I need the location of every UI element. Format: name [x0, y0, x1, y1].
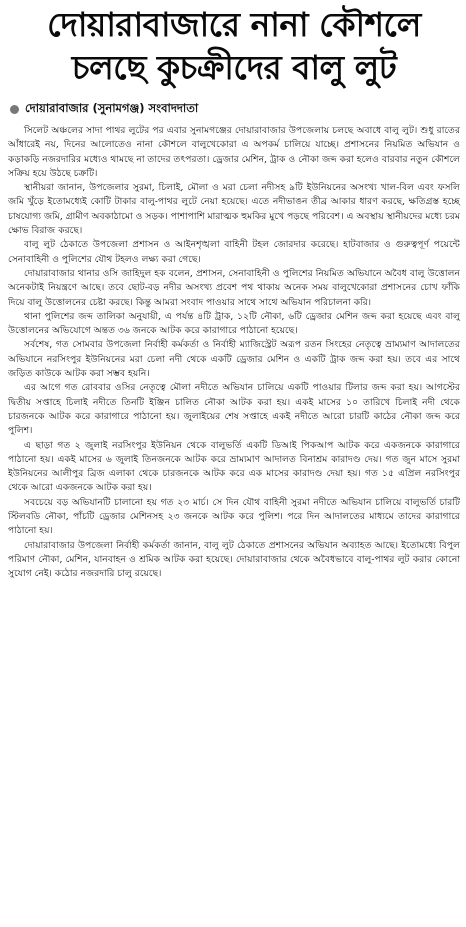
article-body [8, 124, 460, 582]
paragraph-1: সিলেট অঞ্চলের সাদা পাথর লুটের পর এবার সুনামগঞ্জের দোয়ারাবাজার উপজেলায় চলছে অবাধে বালু লুট। শুধু রাতের আঁধারেই নয়, দিনের আলোতেও নানা কৌশলে বালুখেকোরা এ অপকর্ম চালিয়ে যাচ্ছে। প্রশাসনের নিয়মিত অভিযান ও কড়াকড়ি নজরদারির মধ্যেও থামছে না তাদের তৎপরতা। ড্রেজার মেশিন, ট্রাক ও নৌকা জব্দ করা হলেও বারবার নতুন কৌশলে সক্রিয় হয়ে উঠছে চক্রটি। [8, 125, 460, 179]
paragraph-10: দোয়ারাবাজার উপজেলা নির্বাহী কর্মকর্তা জানান, বালু লুট ঠেকাতে প্রশাসনের অভিযান অব্যাহত আছে। ইতোমধ্যে বিপুল পরিমাণ নৌকা, মেশিন, যানবাহন ও শ্রমিক আটক করা হয়েছে। দোয়ারাবাজার থেকে অবৈধভাবে বালু-পাথর লুট করার কোনো সুযোগ নেই। কঠোর নজরদারি চালু রয়েছে। [8, 539, 460, 580]
headline-line-2: চলছে কুচক্রীদের বালু লুট [71, 48, 397, 87]
paragraph-7: এর আগে গত রোববার ওসির নেতৃত্বে মৌলা নদীতে অভিযান চালিয়ে একটি পাওয়ার টিলার জব্দ করা হয়। আগস্টের দ্বিতীয় সপ্তাহে চিলাই নদীতে তিনটি ইঞ্জিন চালিত নৌকা আটক করা হয়। একই মাসের ১০ তারিখে চিলাই নদী থেকে চারজনকে আটক করে কারাগারে পাঠানো হয়। জুলাইয়ের শেষ সপ্তাহে একই নদীতে আরো চারটি কাঠের নৌকা জব্দ করে পুলিশ। [8, 382, 460, 437]
headline [8, 4, 460, 90]
paragraph-4: দোয়ারাবাজার থানার ওসি জাহিদুল হক বলেন, প্রশাসন, সেনাবাহিনী ও পুলিশের নিয়মিত অভিযানে অবৈধ বালু উত্তোলন অনেকটাই নিয়ন্ত্রণে আছে। তবে ছোট-বড় নদীর অসংখ্য প্রবেশ পথ থাকায় অনেক সময় বালুখেকোরা প্রশাসনের চোখ ফাঁকি দিয়ে বালু উত্তোলনের চেষ্টা করছে। কিন্তু আমরা সংবাদ পাওয়ার সাথে সাথে অভিযান পরিচালনা করি। [8, 267, 460, 308]
byline-text: দোয়ারাবাজার (সুনামগঞ্জ) সংবাদদাতা [25, 101, 199, 115]
paragraph-5: থানা পুলিশের জব্দ তালিকা অনুযায়ী, এ পর্যন্ত ৪টি ট্রাক, ১২টি নৌকা, ৬টি ড্রেজার মেশিন জব্দ করা হয়েছে এবং বালু উত্তোলনের অভিযোগে অন্তত ৩৬ জনকে আটক করে কারাগারে পাঠানো হয়েছে। [8, 310, 460, 337]
paragraph-6: সর্বশেষ, গত সোমবার উপজেলা নির্বাহী কর্মকর্তা ও নির্বাহী ম্যাজিস্ট্রেট অরূপ রতন সিংহের নেতৃত্বে ভ্রাম্যমাণ আদালতের অভিযানে নরসিংপুর ইউনিয়নের মরা চেলা নদী থেকে একটি ড্রেজার মেশিন ও একটি ট্রাক জব্দ করা হয়। তবে এর সাথে জড়িত কাউকে আটক করা সম্ভব হয়নি। [8, 339, 460, 380]
paragraph-9: সবচেয়ে বড় অভিযানটি চালানো হয় গত ২৩ মার্চ। সে দিন যৌথ বাহিনী সুরমা নদীতে অভিযান চালিয়ে বালুভর্তি চারটি স্টিলবডি নৌকা, পাঁচটি ড্রেজার মেশিনসহ ২৩ জনকে আটক করে পুলিশ। পরে দিন আদালতের মাধ্যমে তাদের কারাগারে পাঠানো হয়। [8, 496, 460, 537]
byline [8, 100, 460, 119]
paragraph-2: স্থানীয়রা জানান, উপজেলার সুরমা, চিলাই, মৌলা ও মরা চেলা নদীসহ ৯টি ইউনিয়নের অসংখ্য খাল-বিল এবং ফসলি জমি খুঁড়ে ইতোমধ্যেই কোটি টাকার বালু-পাথর লুটে নেয়া হয়েছে। এতে নদীভাঙন তীব্র আকার ধারণ করছে, ক্ষতিগ্রস্ত হচ্ছে চাষযোগ্য জমি, গ্রামীণ অবকাঠামো ও সড়ক। পাশাপাশি মারাত্মক হুমকির মুখে পড়ছে পরিবেশ। এ অবস্থায় স্থানীয়দের মধ্যে চরম ক্ষোভ বিরাজ করছে। [8, 182, 460, 237]
paragraph-8: এ ছাড়া গত ২ জুলাই নরসিংপুর ইউনিয়ন থেকে বালুভর্তি একটি ডিআই পিকআপ আটক করে একজনকে কারাগারে পাঠানো হয়। একই মাসের ৬ জুলাই তিনজনকে আটক করে ভ্রাম্যমাণ আদালত বিনাশ্রম কারাদণ্ড দেয়। গত জুন মাসে সুরমা ইউনিয়নের আলীপুর ব্রিজ এলাকা থেকে চারজনকে আটক করে এক মাসের কারাদণ্ড দেয়া হয়। গত ১৫ এপ্রিল নরসিংপুর থেকে আরো একজনকে আটক করা হয়। [8, 439, 460, 494]
bullet-icon [10, 105, 19, 114]
headline-line-1: দোয়ারাবাজারে নানা কৌশলে [47, 5, 421, 44]
paragraph-3: বালু লুট ঠেকাতে উপজেলা প্রশাসন ও আইনশৃঙ্খলা বাহিনী টহল জোরদার করেছে। হাটবাজার ও গুরুত্বপূর্ণ পয়েন্টে সেনাবাহিনী ও পুলিশের যৌথ টহলও লক্ষ্য করা গেছে। [8, 239, 460, 265]
